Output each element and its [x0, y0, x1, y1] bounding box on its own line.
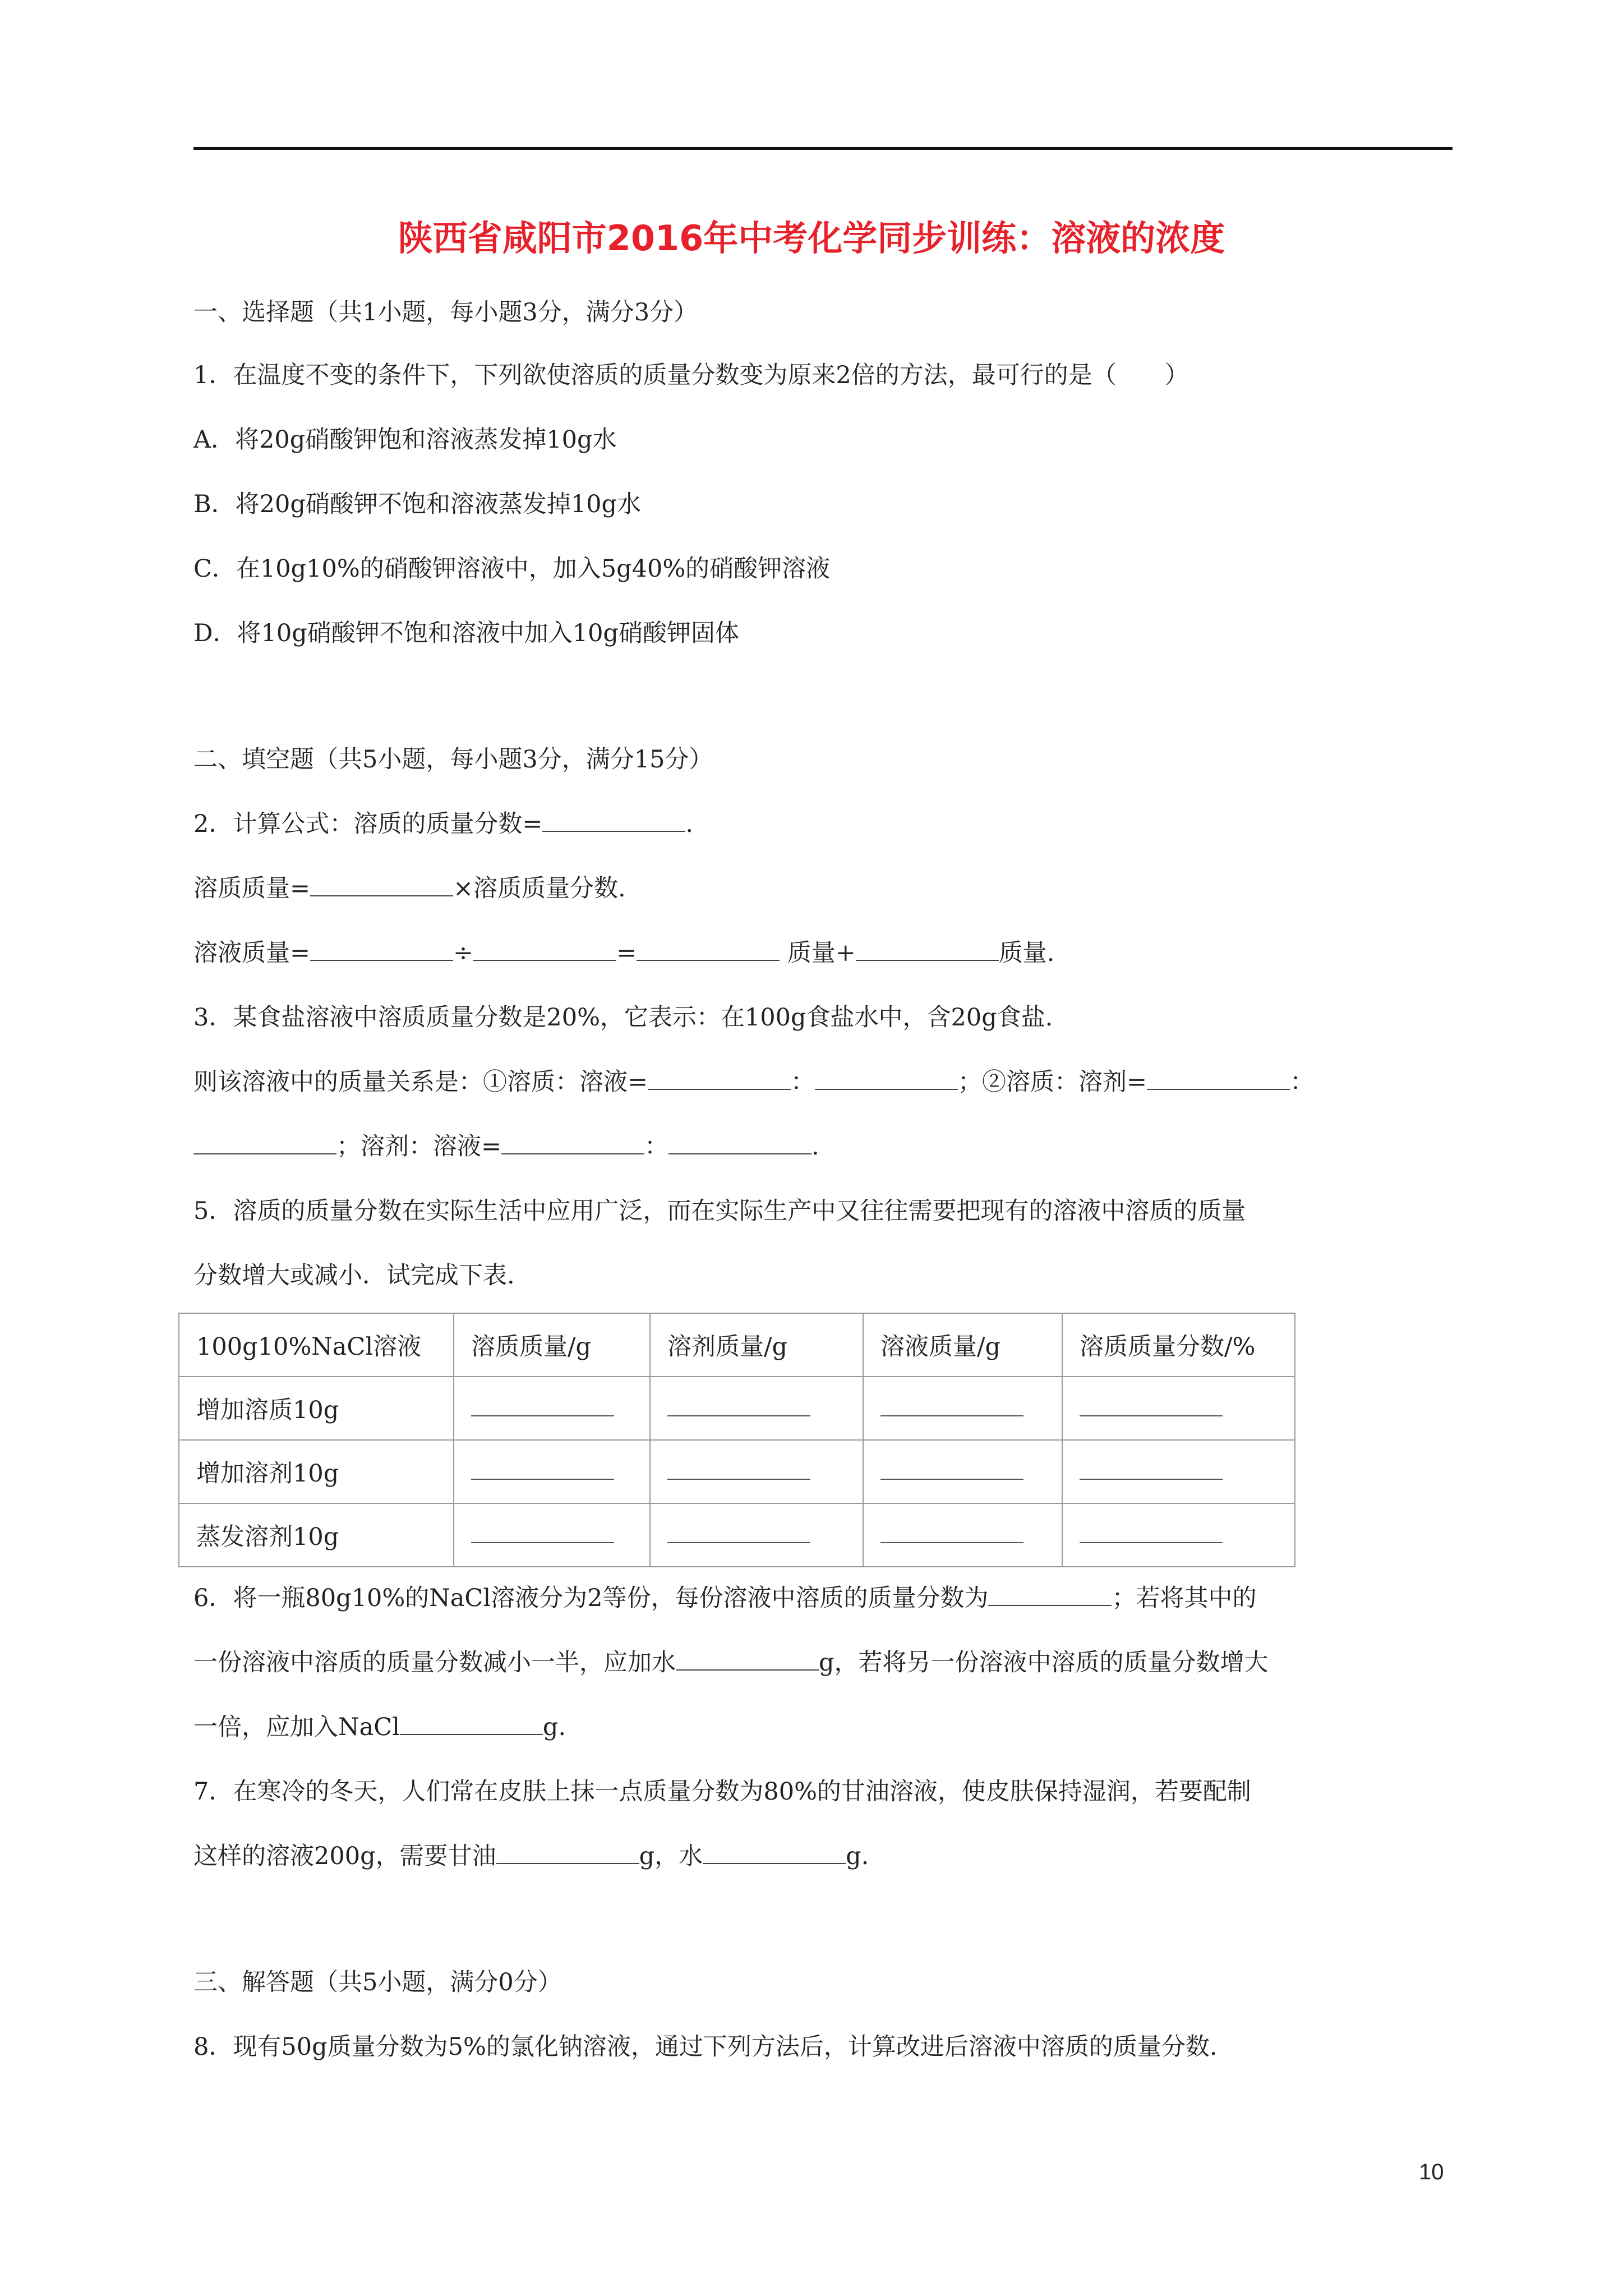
answer-blank[interactable]	[856, 937, 999, 961]
question-1-option-b: B．将20g硝酸钾不饱和溶液蒸发掉10g水	[193, 490, 642, 518]
answer-blank[interactable]	[471, 1411, 614, 1416]
table-header-cell: 溶质质量/g	[454, 1313, 650, 1377]
q2-text: ÷	[453, 939, 474, 967]
q3-text: .	[811, 1133, 819, 1161]
question-2-line-1	[193, 808, 693, 840]
table-header-cell: 100g10%NaCl溶液	[179, 1313, 454, 1377]
table-cell	[650, 1503, 863, 1567]
q7-text: g，水	[639, 1842, 703, 1870]
question-2-line-3	[193, 937, 1054, 969]
q6-text: ；若将其中的	[1112, 1584, 1257, 1612]
question-2-line-2	[193, 872, 626, 905]
question-6-line-1	[193, 1582, 1256, 1614]
page-number: 10	[1419, 2160, 1444, 2184]
answer-blank[interactable]	[310, 937, 453, 961]
table-header-row	[179, 1313, 1295, 1377]
question-6-line-3	[193, 1711, 566, 1743]
q2-text: =	[616, 939, 637, 967]
q6-text: 6．将一瓶80g10%的NaCl溶液分为2等份，每份溶液中溶质的质量分数为	[193, 1584, 989, 1612]
table-cell	[650, 1377, 863, 1440]
q2-text: 质量.	[998, 939, 1055, 967]
table-row-label: 增加溶质10g	[179, 1377, 454, 1440]
answer-blank[interactable]	[676, 1647, 819, 1671]
q3-text: ：	[1290, 1068, 1315, 1096]
answer-blank[interactable]	[496, 1841, 639, 1864]
q6-text: 一份溶液中溶质的质量分数减小一半，应加水	[193, 1649, 676, 1677]
question-3-line-3	[193, 1130, 819, 1163]
table-cell	[454, 1503, 650, 1567]
answer-blank[interactable]	[1080, 1538, 1223, 1543]
header-rule	[193, 147, 1453, 150]
q3-text: ；②溶质：溶剂=	[958, 1068, 1147, 1096]
answer-blank[interactable]	[310, 873, 453, 896]
question-8: 8．现有50g质量分数为5%的氯化钠溶液，通过下列方法后，计算改进后溶液中溶质的质量分数.	[193, 2033, 1218, 2061]
answer-blank[interactable]	[815, 1066, 958, 1090]
q7-text: 这样的溶液200g，需要甘油	[193, 1842, 496, 1870]
answer-blank[interactable]	[703, 1841, 846, 1864]
q6-text: g.	[542, 1713, 566, 1741]
question-1-option-a: A．将20g硝酸钾饱和溶液蒸发掉10g水	[193, 426, 617, 454]
q2-text: .	[685, 810, 694, 838]
answer-blank[interactable]	[880, 1474, 1023, 1480]
table-header-cell: 溶液质量/g	[863, 1313, 1062, 1377]
q3-text: ；溶剂：溶液=	[336, 1133, 502, 1161]
answer-blank[interactable]	[501, 1131, 644, 1154]
question-1-stem: 1．在温度不变的条件下，下列欲使溶质的质量分数变为原来2倍的方法，最可行的是（ ）	[193, 361, 1189, 389]
table-cell	[650, 1440, 863, 1503]
q3-text: 则该溶液中的质量关系是：①溶质：溶液=	[193, 1068, 648, 1096]
answer-blank[interactable]	[193, 1131, 336, 1154]
answer-blank[interactable]	[542, 808, 685, 832]
answer-blank[interactable]	[1147, 1066, 1290, 1090]
table-cell	[454, 1377, 650, 1440]
answer-blank[interactable]	[668, 1131, 811, 1154]
table-row-label: 增加溶剂10g	[179, 1440, 454, 1503]
table-row	[179, 1377, 1295, 1440]
table-row	[179, 1503, 1295, 1567]
question-7-line-1: 7．在寒冷的冬天，人们常在皮肤上抹一点质量分数为80%的甘油溶液，使皮肤保持湿润，若要配制	[193, 1778, 1251, 1806]
table-cell	[1062, 1377, 1295, 1440]
table-cell	[1062, 1503, 1295, 1567]
question-6-line-2	[193, 1646, 1269, 1679]
table-header-cell: 溶质质量分数/%	[1062, 1313, 1295, 1377]
table-cell	[863, 1377, 1062, 1440]
section-heading-fill: 二、填空题（共5小题，每小题3分，满分15分）	[193, 746, 713, 774]
answer-blank[interactable]	[1080, 1411, 1223, 1416]
table-row	[179, 1440, 1295, 1503]
table-row-label: 蒸发溶剂10g	[179, 1503, 454, 1567]
answer-blank[interactable]	[880, 1538, 1023, 1543]
q3-text: ：	[791, 1068, 815, 1096]
question-1-option-c: C．在10g10%的硝酸钾溶液中，加入5g40%的硝酸钾溶液	[193, 555, 831, 583]
question-1-option-d: D．将10g硝酸钾不饱和溶液中加入10g硝酸钾固体	[193, 619, 739, 647]
answer-blank[interactable]	[667, 1538, 810, 1543]
table-header-cell: 溶剂质量/g	[650, 1313, 863, 1377]
answer-blank[interactable]	[471, 1474, 614, 1480]
answer-blank[interactable]	[880, 1411, 1023, 1416]
answer-blank[interactable]	[637, 937, 780, 961]
question-7-line-2	[193, 1840, 869, 1872]
question-5-line-2: 分数增大或减小．试完成下表.	[193, 1262, 515, 1290]
answer-blank[interactable]	[667, 1411, 810, 1416]
answer-blank[interactable]	[1080, 1474, 1223, 1480]
table-cell	[1062, 1440, 1295, 1503]
q7-text: g.	[846, 1842, 869, 1870]
q2-text: 溶质质量=	[193, 875, 311, 903]
q3-text: ：	[644, 1133, 669, 1161]
answer-blank[interactable]	[471, 1538, 614, 1543]
table-cell	[863, 1503, 1062, 1567]
q2-text: 质量+	[780, 939, 856, 967]
answer-blank[interactable]	[473, 937, 616, 961]
q6-text: g，若将另一份溶液中溶质的质量分数增大	[819, 1649, 1269, 1677]
answer-blank[interactable]	[988, 1582, 1112, 1606]
question-3-line-2	[193, 1066, 1314, 1098]
table-cell	[454, 1440, 650, 1503]
section-heading-choice: 一、选择题（共1小题，每小题3分，满分3分）	[193, 298, 698, 326]
section-heading-answer: 三、解答题（共5小题，满分0分）	[193, 1968, 562, 1996]
concentration-table	[178, 1313, 1295, 1567]
table-cell	[863, 1440, 1062, 1503]
question-5-line-1: 5．溶质的质量分数在实际生活中应用广泛，而在实际生产中又往往需要把现有的溶液中溶质的质量	[193, 1197, 1246, 1225]
q2-text: 2．计算公式：溶质的质量分数=	[193, 810, 543, 838]
answer-blank[interactable]	[667, 1474, 810, 1480]
q2-text: 溶液质量=	[193, 939, 311, 967]
q6-text: 一倍，应加入NaCl	[193, 1713, 400, 1741]
question-3-line-1: 3．某食盐溶液中溶质质量分数是20%，它表示：在100g食盐水中，含20g食盐.	[193, 1004, 1053, 1032]
page-title: 陕西省咸阳市2016年中考化学同步训练：溶液的浓度	[398, 218, 1225, 259]
q2-text: ×溶质质量分数.	[453, 875, 626, 903]
answer-blank[interactable]	[648, 1066, 791, 1090]
answer-blank[interactable]	[400, 1711, 543, 1735]
